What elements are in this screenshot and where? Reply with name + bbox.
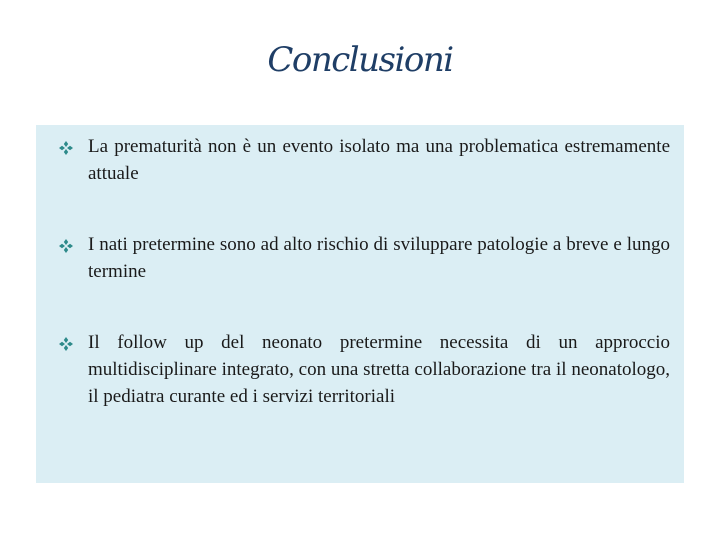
bullet-item (54, 329, 670, 410)
slide-title: Conclusioni (267, 40, 453, 80)
bullet-item (54, 231, 670, 285)
diamond-bullet-icon (58, 238, 74, 254)
content-box (36, 125, 684, 483)
bullet-text: La prematurità non è un evento isolato ma una problematica estremamente attuale (88, 136, 670, 184)
diamond-bullet-icon (58, 140, 74, 156)
bullet-text: Il follow up del neonato pretermine necessita di un approccio multidisciplinare integrato, con una stretta collaborazione tra il neonatologo, il pediatra curante ed i servizi territoriali (88, 332, 670, 407)
diamond-bullet-icon (58, 336, 74, 352)
bullet-text: I nati pretermine sono ad alto rischio di sviluppare patologie a breve e lungo termine (88, 234, 670, 282)
bullet-item (54, 133, 670, 187)
